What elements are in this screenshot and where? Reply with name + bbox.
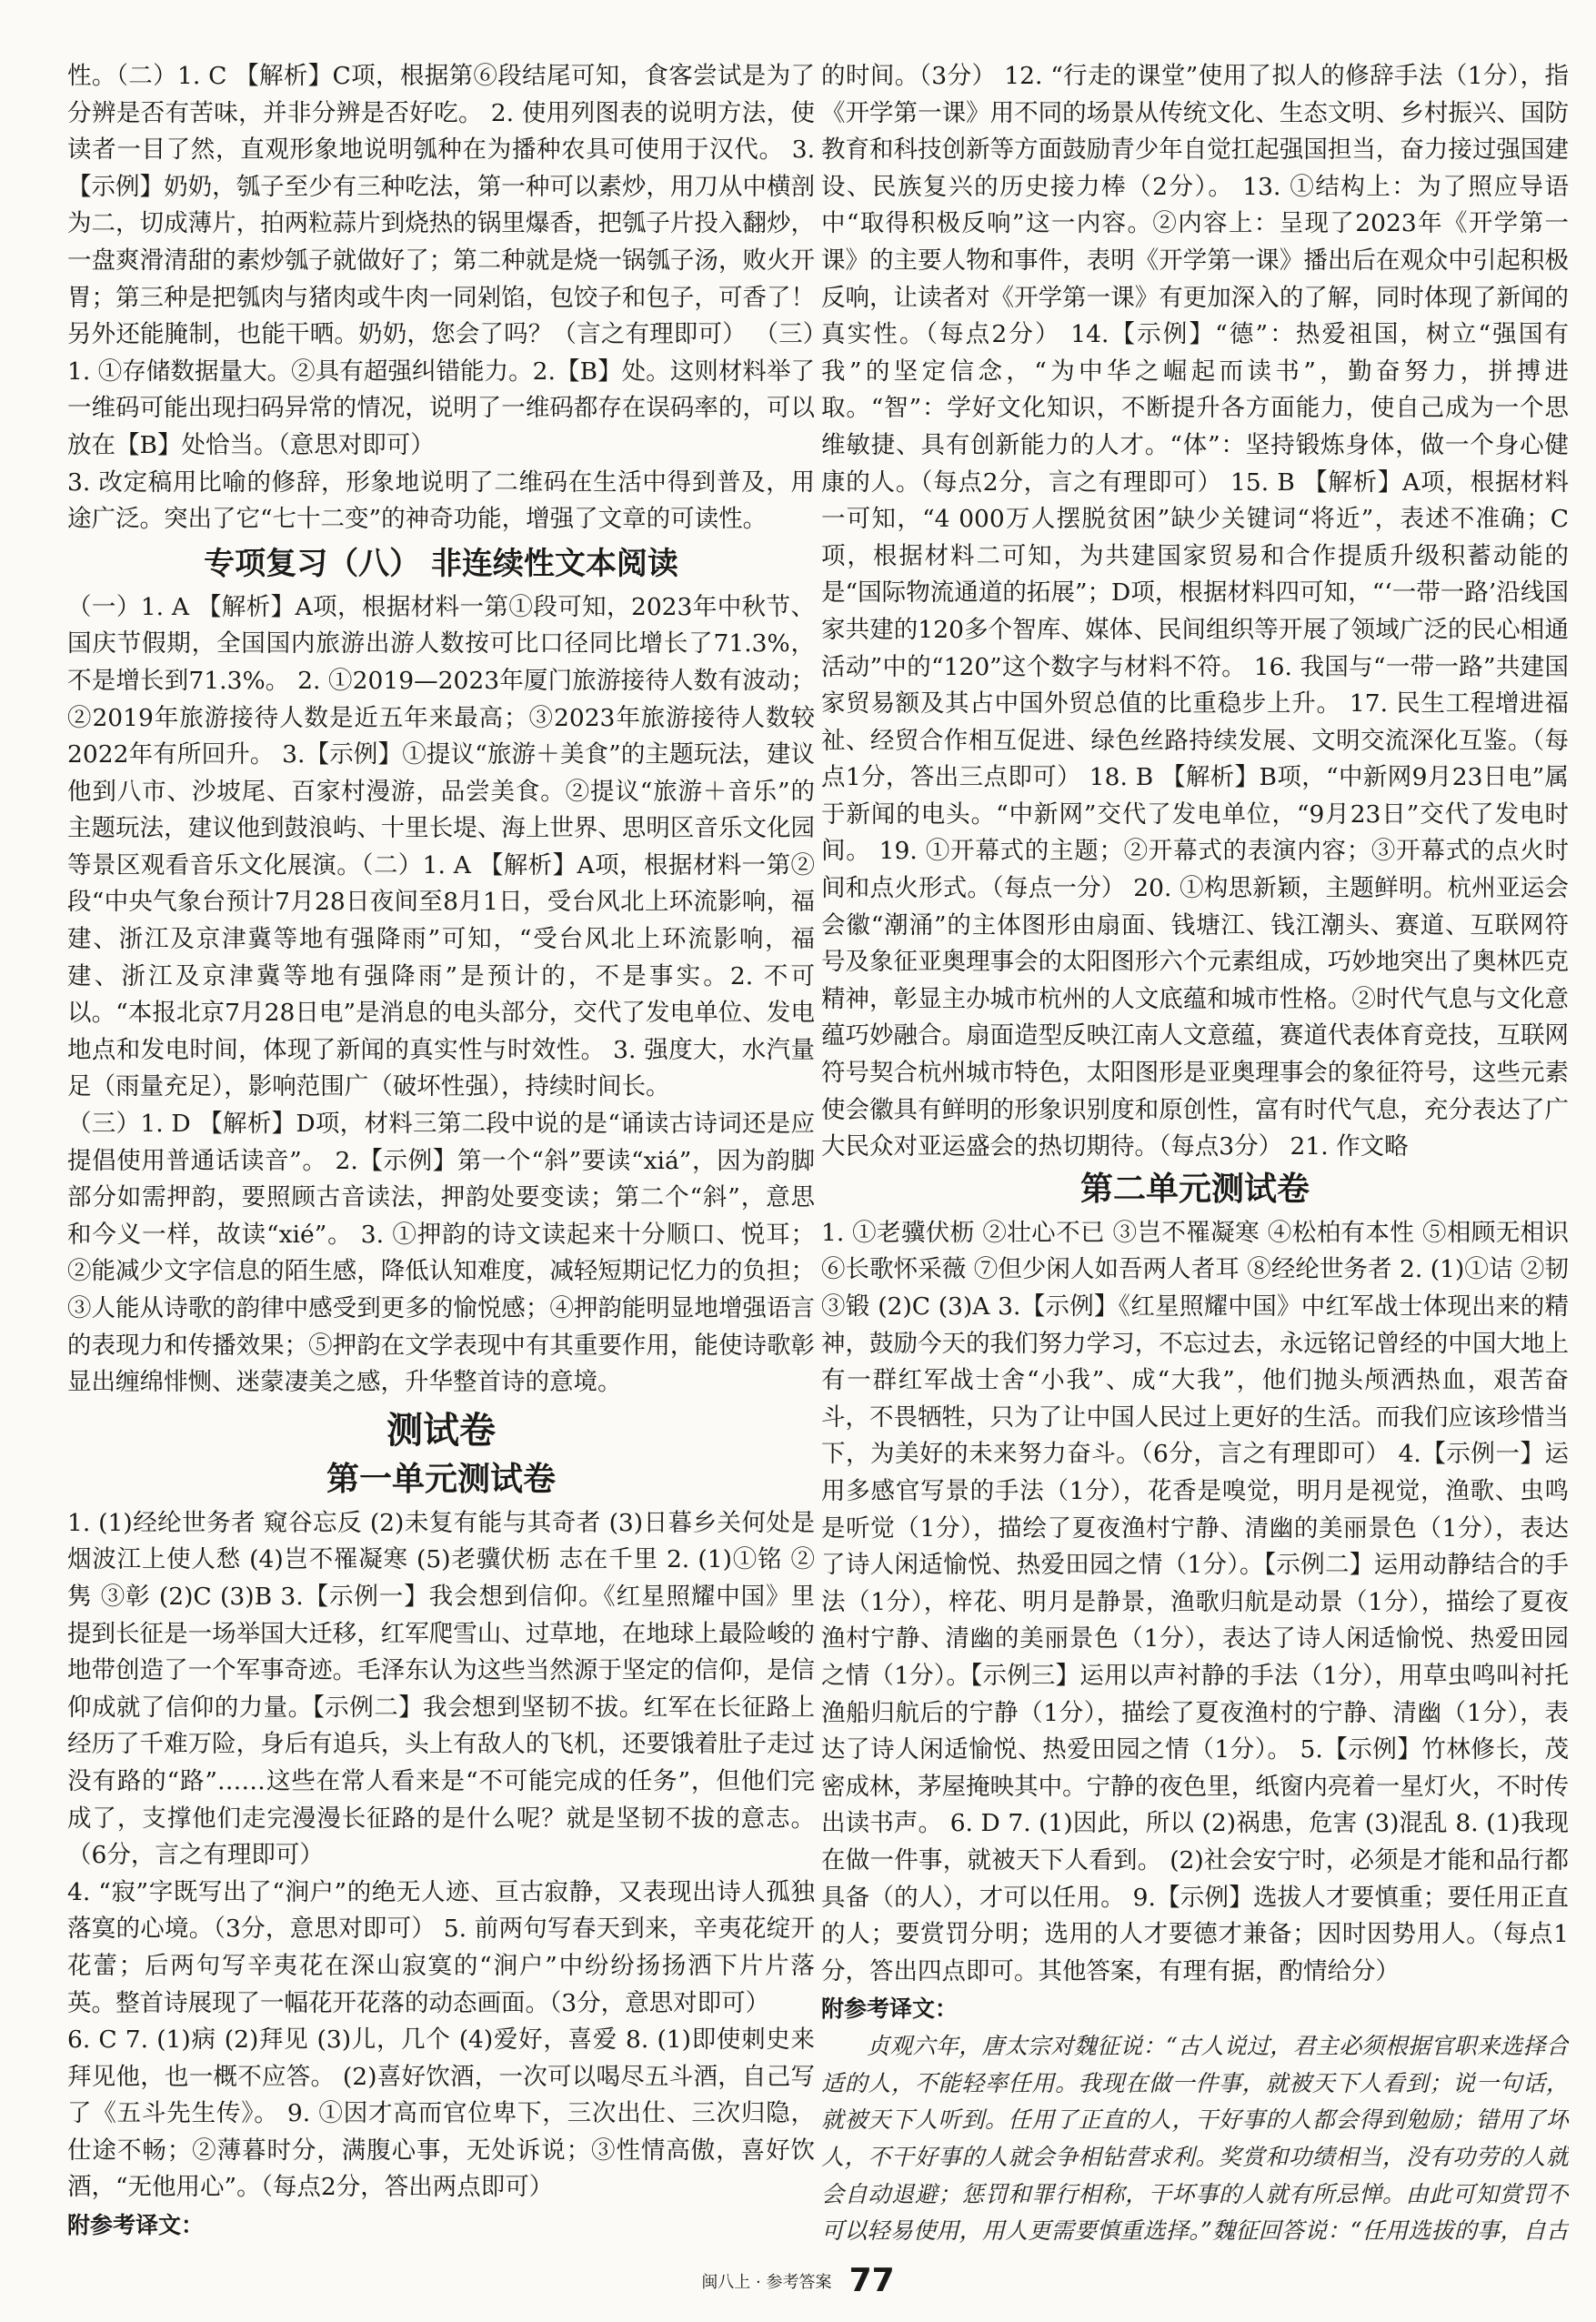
- page-footer: [0, 2262, 1596, 2299]
- section-8-title: 专项复习（八） 非连续性文本阅读: [204, 545, 678, 582]
- left-column: [67, 58, 815, 2250]
- footer-tag: 闽八上 · 参考答案: [701, 2272, 832, 2292]
- unit-2-title: 第二单元测试卷: [1079, 1170, 1310, 1208]
- right-paragraph-1: 的时间。（3分） 12. “行走的课堂”使用了拟人的修辞手法（1分），指《开学第一课》用不同的场景从传统文化、生态文明、乡村振兴、国防教育和科技创新等方面鼓励青少年自觉扛起强国担当，奋力接过强国建设、民族复兴的历史接力棒（2分）。 13. ①结构上：为了照应导语中“取得积极反响”这一内容。②内容上：呈现了2023年《开学第一课》的主要人物和事件，表明《开学第一课》播出后在观众中引起积极反响，让读者对《开学第一课》有更加深入的了解，同时体现了新闻的真实性。（每点2分） 14.【示例】“德”：热爱祖国，树立“强国有我”的坚定信念，“为中华之崛起而读书”，勤奋努力，拼搏进取。“智”：学好文化知识，不断提升各方面能力，使自己成为一个思维敏捷、具有创新能力的人才。“体”：坚持锻炼身体，做一个身心健康的人。（每点2分，言之有理即可） 15. B 【解析】A项，根据材料一可知，“4 000万人摆脱贫困”缺少关键词“将近”，表述不准确；C项，根据材料二可知，为共建国家贸易和合作提质升级积蓄动能的是“国际物流通道的拓展”；D项，根据材料四可知，“‘一带一路’沿线国家共建的120多个智库、媒体、民间组织等开展了领域广泛的民心相通活动”中的“120”这个数字与材料不符。 16. 我国与“一带一路”共建国家贸易额及其占中国外贸总值的比重稳步上升。 17. 民生工程增进福祉、经贸合作相互促进、绿色丝路持续发展、文明交流深化互鉴。（每点1分，答出三点即可） 18. B 【解析】B项，“中新网9月23日电”属于新闻的电头。“中新网”交代了发电单位，“9月23日”交代了发电时间。 19. ①开幕式的主题；②开幕式的表演内容；③开幕式的点火时间和点火形式。（每点一分） 20. ①构思新颖，主题鲜明。杭州亚运会会徽“潮涌”的主体图形由扇面、钱塘江、钱江潮头、赛道、互联网符号及象征亚奥理事会的太阳图形六个元素组成，巧妙地突出了奥林匹克精神，彰显主办城市杭州的人文底蕴和城市性格。②时代气息与文化意蕴巧妙融合。扇面造型反映江南人文意蕴，赛道代表体育竞技，互联网符号契合杭州城市特色，太阳图形是亚奥理事会的象征符号，这些元素使会徽具有鲜明的形象识别度和原创性，富有时代气息，充分表达了广大民众对亚运盛会的热切期待。（每点3分） 21. 作文略: [821, 62, 1569, 1161]
- page-number: 77: [848, 2262, 895, 2299]
- translation-paragraph-1: [67, 2245, 815, 2250]
- unit-1-title: 第一单元测试卷: [326, 1460, 556, 1498]
- left-paragraph-3: （一）1. A 【解析】A项，根据材料一第①段可知，2023年中秋节、国庆节假期，全国国内旅游出游人数按可比口径同比增长了71.3%，不是增长到71.3%。 2. ①2019—2023年厦门旅游接待人数有波动；②2019年旅游接待人数是近五年来最高；③2023年旅游接待人数较2022年有所回升。 3.【示例】①提议“旅游＋美食”的主题玩法，建议他到八市、沙坡尾、百家村漫游，品尝美食。②提议“旅游＋音乐”的主题玩法，建议他到鼓浪屿、十里长堤、海上世界、思明区音乐文化园等景区观看音乐文化展演。（二）1. A 【解析】A项，根据材料一第②段“中央气象台预计7月28日夜间至8月1日，受台风北上环流影响，福建、浙江及京津冀等地有强降雨”可知，“受台风北上环流影响，福建、浙江及京津冀等地有强降雨”是预计的，不是事实。2. 不可以。“本报北京7月28日电”是消息的电头部分，交代了发电单位、发电地点和发电时间，体现了新闻的真实性与时效性。 3. 强度大，水汽量足（雨量充足），影响范围广（破坏性强），持续时间长。: [67, 592, 815, 1101]
- test-papers-title: 测试卷: [386, 1409, 496, 1452]
- left-paragraph-1: 性。（二）1. C 【解析】C项，根据第⑥段结尾可知，食客尝试是为了分辨是否有苦味，并非分辨是否好吃。 2. 使用列图表的说明方法，使读者一目了然，直观形象地说明瓠种在为播种农具可使用于汉代。 3.【示例】奶奶，瓠子至少有三种吃法，第一种可以素炒，用刀从中横剖为二，切成薄片，拍两粒蒜片到烧热的锅里爆香，把瓠子片投入翻炒，一盘爽滑清甜的素炒瓠子就做好了；第二种就是烧一锅瓠子汤，败火开胃；第三种是把瓠肉与猪肉或牛肉一同剁馅，包饺子和包子，可香了！另外还能腌制，也能干晒。奶奶，您会了吗？（言之有理即可） （三）1. ①存储数据量大。②具有超强纠错能力。2.【B】处。这则材料举了一维码可能出现扫码异常的情况，说明了一维码都存在误码率的，可以放在【B】处恰当。（意思对即可）: [67, 62, 815, 459]
- translation-paragraph: 贞观六年，唐太宗对魏征说：“古人说过，君主必须根据官职来选择合适的人，不能轻率任用。我现在做一件事，就被天下人看到；说一句话，就被天下人听到。任用了正直的人，干好事的人都会得到勉励；错用了坏人，不干好事的人就会争相钻营求利。奖赏和功绩相当，没有功劳的人就会自动退避；惩罚和罪行相称，干坏事的人就有所忌惮。由此可知赏罚不可以轻易使用，用人更需要慎重选择。”魏征回答说：“任用选拔的事，自古: [821, 2033, 1569, 2245]
- left-paragraph-2: 3. 改定稿用比喻的修辞，形象地说明了二维码在生活中得到普及，用途广泛。突出了它“七十二变”的神奇功能，增强了文章的可读性。: [67, 467, 815, 534]
- left-paragraph-6: 4. “寂”字既写出了“涧户”的绝无人迹、亘古寂静，又表现出诗人孤独落寞的心境。（3分，意思对即可） 5. 前两句写春天到来，辛夷花绽开花蕾；后两句写辛夷花在深山寂寞的“涧户”中纷纷扬扬洒下片片落英。整首诗展现了一幅花开花落的动态画面。（3分，意思对即可）: [67, 1877, 815, 2017]
- left-paragraph-4: （三）1. D 【解析】D项，材料三第二段中说的是“诵读古诗词还是应提倡使用普通话读音”。 2.【示例】第一个“斜”要读“xiá”，因为韵脚部分如需押韵，要照顾古音读法，押韵处要变读；第二个“斜”，意思和今义一样，故读“xié”。 3. ①押韵的诗文读起来十分顺口、悦耳；②能减少文字信息的陌生感，降低认知难度，减轻短期记忆力的负担；③人能从诗歌的韵律中感受到更多的愉悦感；④押韵能明显地增强语言的表现力和传播效果；⑤押韵在文学表现中有其重要作用，能使诗歌彰显出缠绵悱恻、迷蒙凄美之感，升华整首诗的意境。: [67, 1110, 815, 1397]
- right-column: [821, 58, 1569, 2250]
- left-paragraph-5: 1. (1)经纶世务者 窥谷忘反 (2)未复有能与其奇者 (3)日暮乡关何处是 烟波江上使人愁 (4)岂不罹凝寒 (5)老骥伏枥 志在千里 2. (1)①铭 ②隽 ③彰 (2)C (3)B 3.【示例一】我会想到信仰。《红星照耀中国》里提到长征是一场举国大迁移，红军爬雪山、过草地，在地球上最险峻的地带创造了一个军事奇迹。毛泽东认为这些当然源于坚定的信仰，是信仰成就了信仰的力量。【示例二】我会想到坚韧不拔。红军在长征路上经历了千难万险，身后有追兵，头上有敌人的飞机，还要饿着肚子走过没有路的“路”……这些在常人看来是“不可能完成的任务”，但他们完成了，支撑他们走完漫漫长征路的是什么呢？就是坚韧不拔的意志。（6分，言之有理即可）: [67, 1508, 815, 1870]
- left-paragraph-7: 6. C 7. (1)病 (2)拜见 (3)儿，几个 (4)爱好，喜爱 8. (1)即使刺史来拜见他，也一概不应答。 (2)喜好饮酒，一次可以喝尽五斗酒，自己写了《五斗先生传》。 9. ①因才高而官位卑下，三次出仕、三次归隐，仕途不畅；②薄暮时分，满腹心事，无处诉说；③性情高傲，喜好饮酒，“无他用心”。（每点2分，答出两点即可）: [67, 2025, 815, 2202]
- translation-label: 附参考译文：: [821, 1995, 959, 2023]
- translation-label: 附参考译文：: [67, 2212, 205, 2239]
- right-paragraph-2: 1. ①老骥伏枥 ②壮心不已 ③岂不罹凝寒 ④松柏有本性 ⑤相顾无相识 ⑥长歌怀采薇 ⑦但少闲人如吾两人者耳 ⑧经纶世务者 2. (1)①诘 ②韧 ③锻 (2)C (3)A 3.【示例】《红星照耀中国》中红军战士体现出来的精神，鼓励今天的我们努力学习，不忘过去，永远铭记曾经的中国大地上有一群红军战士舍“小我”、成“大我”，他们抛头颅洒热血，艰苦奋斗，不畏牺牲，只为了让中国人民过上更好的生活。而我们应该珍惜当下，为美好的未来努力奋斗。（6分，言之有理即可） 4.【示例一】运用多感官写景的手法（1分），花香是嗅觉，明月是视觉，渔歌、虫鸣是听觉（1分），描绘了夏夜渔村宁静、清幽的美丽景色（1分），表达了诗人闲适愉悦、热爱田园之情（1分）。【示例二】运用动静结合的手法（1分），梓花、明月是静景，渔歌归航是动景（1分），描绘了夏夜渔村宁静、清幽的美丽景色（1分），表达了诗人闲适愉悦、热爱田园之情（1分）。【示例三】运用以声衬静的手法（1分），用草虫鸣叫衬托渔船归航后的宁静（1分），描绘了夏夜渔村的宁静、清幽（1分），表达了诗人闲适愉悦、热爱田园之情（1分）。 5.【示例】竹林修长，茂密成林，茅屋掩映其中。宁静的夜色里，纸窗内亮着一星灯火，不时传出读书声。 6. D 7. (1)因此，所以 (2)祸患，危害 (3)混乱 8. (1)我现在做一件事，就被天下人看到。 (2)社会安宁时，必须是才能和品行都具备（的人），才可以任用。 9.【示例】选拔人才要慎重；要任用正直的人；要赏罚分明；选用的人才要德才兼备；因时因势用人。（每点1分，答出四点即可。其他答案，有理有据，酌情给分）: [821, 1218, 1569, 1985]
